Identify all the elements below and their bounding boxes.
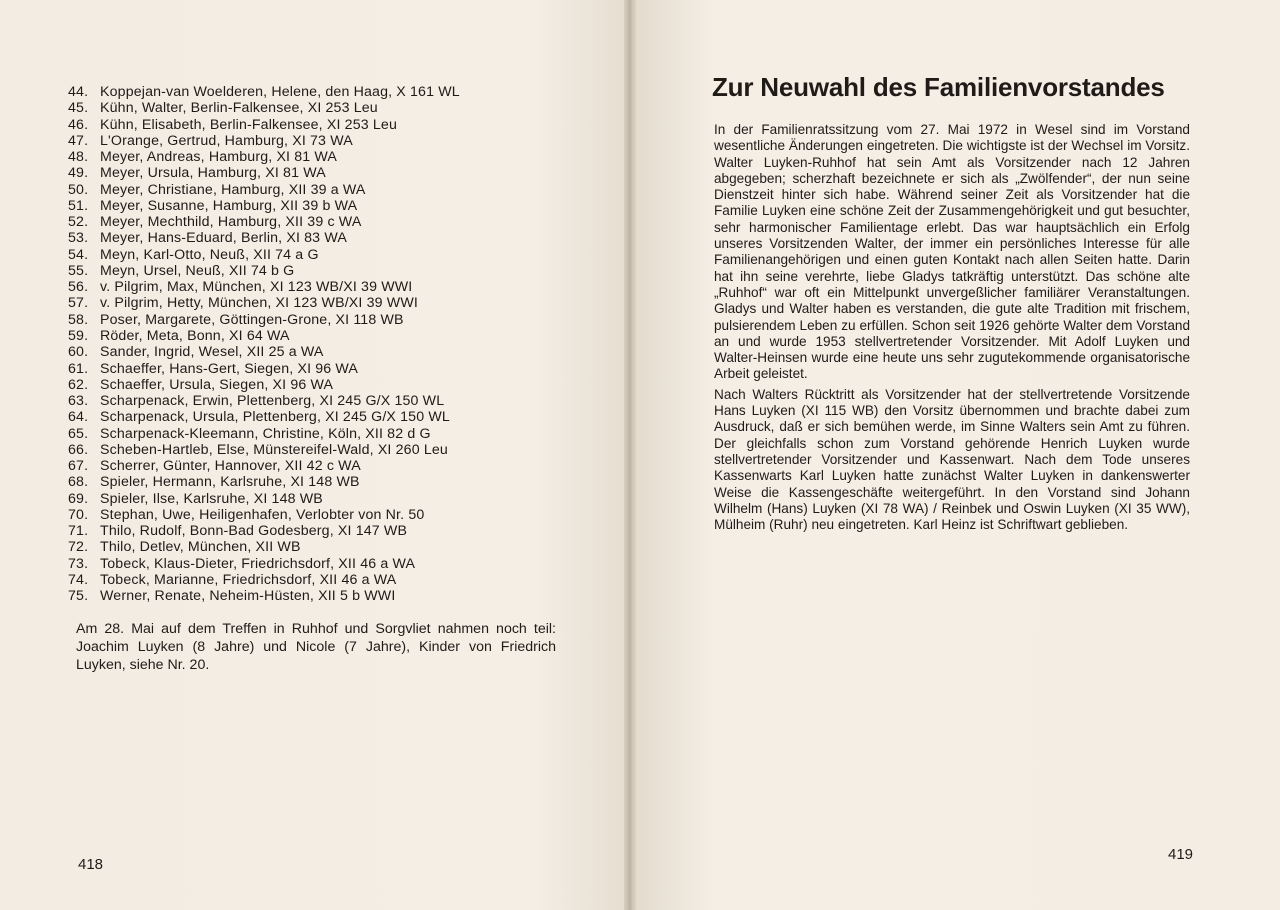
list-item-number: 54.: [68, 246, 89, 263]
list-item-number: 69.: [68, 490, 89, 507]
list-item-number: 52.: [68, 214, 89, 231]
list-item-text: Meyer, Hans-Eduard, Berlin, XI 83 WA: [100, 230, 347, 247]
list-item-text: Scharpenack, Erwin, Plettenberg, XI 245 G/X 150 WL: [100, 393, 445, 410]
list-item-text: Meyer, Ursula, Hamburg, XI 81 WA: [100, 165, 326, 182]
list-item: [68, 312, 568, 328]
list-item: [68, 474, 568, 490]
page-number-left: 418: [78, 856, 104, 873]
list-item-text: v. Pilgrim, Hetty, München, XI 123 WB/XI 39 WWI: [100, 295, 418, 312]
list-item: [68, 442, 568, 458]
list-item-number: 60.: [68, 344, 89, 361]
list-item-number: 63.: [68, 393, 89, 410]
list-item-number: 45.: [68, 100, 89, 117]
list-item-number: 70.: [68, 506, 89, 523]
list-item: [68, 556, 568, 572]
list-item-text: Schaeffer, Ursula, Siegen, XI 96 WA: [100, 376, 334, 393]
list-item-number: 53.: [68, 230, 89, 247]
list-item-text: Schaeffer, Hans-Gert, Siegen, XI 96 WA: [100, 360, 359, 377]
list-item: [68, 214, 568, 230]
list-item-text: Kühn, Elisabeth, Berlin-Falkensee, XI 253 Leu: [100, 116, 397, 133]
list-item-number: 66.: [68, 441, 89, 458]
list-item: [68, 230, 568, 246]
list-item: [68, 377, 568, 393]
list-item-number: 49.: [68, 165, 89, 182]
list-item-text: Werner, Renate, Neheim-Hüsten, XII 5 b WWI: [100, 588, 396, 605]
list-item-text: L'Orange, Gertrud, Hamburg, XI 73 WA: [100, 132, 353, 149]
list-item: [68, 588, 568, 604]
list-item: [68, 279, 568, 295]
list-item-text: Meyer, Christiane, Hamburg, XII 39 a WA: [100, 181, 366, 198]
list-item: [68, 344, 568, 360]
list-item-number: 64.: [68, 409, 89, 426]
list-item: [68, 572, 568, 588]
list-item-text: Thilo, Detlev, München, XII WB: [100, 539, 301, 556]
list-item-text: Meyn, Ursel, Neuß, XII 74 b G: [100, 262, 295, 279]
list-item: [68, 491, 568, 507]
list-item: [68, 182, 568, 198]
list-item-text: Poser, Margarete, Göttingen-Grone, XI 118 WB: [100, 311, 404, 328]
list-item-text: Meyer, Andreas, Hamburg, XI 81 WA: [100, 149, 338, 166]
member-list: [68, 84, 568, 605]
list-item: [68, 198, 568, 214]
list-item: [68, 117, 568, 133]
list-item-number: 51.: [68, 197, 89, 214]
list-item-number: 67.: [68, 458, 89, 475]
list-item-text: Tobeck, Klaus-Dieter, Friedrichsdorf, XII 46 a WA: [100, 555, 416, 572]
list-item-number: 62.: [68, 376, 89, 393]
list-item: [68, 84, 568, 100]
list-item: [68, 507, 568, 523]
list-item: [68, 263, 568, 279]
list-item-text: Meyer, Mechthild, Hamburg, XII 39 c WA: [100, 214, 362, 231]
list-item: [68, 328, 568, 344]
list-item-number: 57.: [68, 295, 89, 312]
list-item-text: Koppejan-van Woelderen, Helene, den Haag, X 161 WL: [100, 84, 460, 100]
list-item: [68, 523, 568, 539]
list-item-number: 75.: [68, 588, 89, 605]
list-item-number: 68.: [68, 474, 89, 491]
list-item-text: Meyn, Karl-Otto, Neuß, XII 74 a G: [100, 246, 319, 263]
list-item-text: Thilo, Rudolf, Bonn-Bad Godesberg, XI 147 WB: [100, 523, 408, 540]
list-item-number: 65.: [68, 425, 89, 442]
list-item-text: Röder, Meta, Bonn, XI 64 WA: [100, 327, 290, 344]
article-paragraph-2: Nach Walters Rücktritt als Vorsitzender hat der stellvertretende Vorsitzende Hans Luyken (XI 115 WB) den Vorsitz übernommen und brachte dabei zum Ausdruck, daß er sich bemühen werde, im Sinne Walters sein Amt zu führen. Der gleichfalls schon zum Vorstand gehörende Henrich Luyken wurde stellvertretender Vorsitzender und Kassenwart. Nach dem Tode unseres Kassenwarts Karl Luyken hatte zunächst Walter Luyken in dankenswerter Weise die Kassengeschäfte weitergeführt. In den Vorstand sind Johann Wilhelm (Hans) Luyken (XI 78 WA) / Reinbek und Oswin Luyken (XI 35 WW), Mülheim (Ruhr) neu eingetreten. Karl Heinz ist Schriftwart geblieben.: [714, 386, 1190, 533]
list-item: [68, 149, 568, 165]
article-body: [714, 122, 1190, 537]
list-item-number: 47.: [68, 132, 89, 149]
list-item-number: 44.: [68, 84, 89, 100]
list-item-text: Sander, Ingrid, Wesel, XII 25 a WA: [100, 344, 324, 361]
list-item-number: 74.: [68, 571, 89, 588]
list-item-number: 48.: [68, 149, 89, 166]
list-item-text: Scherrer, Günter, Hannover, XII 42 c WA: [100, 458, 361, 475]
list-item-text: Scheben-Hartleb, Else, Münstereifel-Wald, XI 260 Leu: [100, 441, 448, 458]
list-item-number: 73.: [68, 555, 89, 572]
list-item: [68, 426, 568, 442]
list-item: [68, 295, 568, 311]
list-item-number: 58.: [68, 311, 89, 328]
list-item-number: 71.: [68, 523, 89, 540]
list-item: [68, 458, 568, 474]
list-item-number: 72.: [68, 539, 89, 556]
list-item-number: 61.: [68, 360, 89, 377]
list-item: [68, 361, 568, 377]
left-page: [0, 0, 628, 910]
attendance-note: Am 28. Mai auf dem Treffen in Ruhhof und Sorgvliet nahmen noch teil: Joachim Luyken (8 Jahre) und Nicole (7 Jahre), Kinder von Friedrich Luyken, siehe Nr. 20.: [76, 621, 556, 673]
article-title: Zur Neuwahl des Familienvorstandes: [712, 72, 1165, 102]
list-item-text: Stephan, Uwe, Heiligenhafen, Verlobter von Nr. 50: [100, 506, 425, 523]
list-item-text: Kühn, Walter, Berlin-Falkensee, XI 253 Leu: [100, 100, 378, 117]
page-number-right: 419: [1168, 846, 1194, 863]
list-item: [68, 409, 568, 425]
list-item-text: Spieler, Hermann, Karlsruhe, XI 148 WB: [100, 474, 360, 491]
list-item: [68, 100, 568, 116]
list-item-text: Meyer, Susanne, Hamburg, XII 39 b WA: [100, 197, 358, 214]
list-item: [68, 165, 568, 181]
list-item-number: 59.: [68, 327, 89, 344]
list-item-number: 46.: [68, 116, 89, 133]
article-paragraph-1: In der Familienratssitzung vom 27. Mai 1972 in Wesel sind im Vorstand wesentliche Änderungen eingetreten. Die wichtigste ist der Wechsel im Vorsitz. Walter Luyken-Ruhhof hat sein Amt als Vorsitzender nach 12 Jahren abgegeben; scherzhaft bezeichnete er sich als „Zwölfender“, der nun seine Dienstzeit hinter sich habe. Während seiner Zeit als Vorsitzender hat die Familie Luyken eine schöne Zeit der Zusammengehörigkeit und gut besuchter, sehr harmonischer Familientage erlebt. Das war hauptsächlich ein Erfolg unseres Vorsitzenden Walter, der immer ein persönliches Interesse für alle Familienangehörigen und einen guten Kontakt nach allen Seiten hatte. Darin hat ihn seine verehrte, liebe Gladys tatkräftig unterstützt. Das schöne alte „Ruhhof“ war oft ein Mittelpunkt unvergeßlicher familiärer Veranstaltungen. Gladys und Walter haben es verstanden, die gute alte Tradition mit frischem, pulsierendem Leben zu erfüllen. Schon seit 1926 gehörte Walter dem Vorstand an und wurde 1953 stellvertretender Vorsitzender. Mit Adolf Luyken und Walter-Heinsen wurde eine heute uns sehr zugutekommende organisatorische Arbeit geleistet.: [714, 122, 1190, 382]
list-item-text: v. Pilgrim, Max, München, XI 123 WB/XI 39 WWI: [100, 279, 413, 296]
list-item-number: 55.: [68, 262, 89, 279]
list-item-text: Spieler, Ilse, Karlsruhe, XI 148 WB: [100, 490, 323, 507]
list-item-text: Scharpenack-Kleemann, Christine, Köln, XII 82 d G: [100, 425, 431, 442]
list-item: [68, 539, 568, 555]
list-item: [68, 247, 568, 263]
list-item-number: 50.: [68, 181, 89, 198]
list-item-number: 56.: [68, 279, 89, 296]
list-item-text: Tobeck, Marianne, Friedrichsdorf, XII 46 a WA: [100, 571, 397, 588]
list-item: [68, 133, 568, 149]
list-item-text: Scharpenack, Ursula, Plettenberg, XI 245 G/X 150 WL: [100, 409, 450, 426]
list-item: [68, 393, 568, 409]
